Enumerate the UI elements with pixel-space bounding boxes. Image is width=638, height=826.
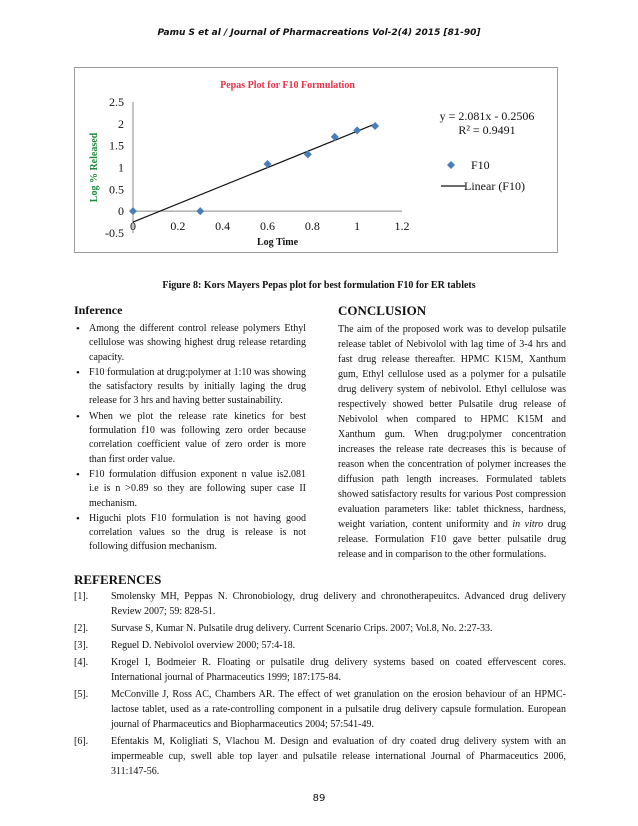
data-point [304, 150, 312, 158]
x-tick-label: 1.2 [394, 219, 410, 233]
reference-text: Reguel D. Nebivolol overview 2000; 57:4-18. [111, 640, 296, 651]
inference-section [74, 303, 306, 556]
list-item: • When we plot the release rate kinetics for best formulation f10 was following zero order because correlation coefficient value of zero order is more than first order value. [74, 410, 306, 467]
conclusion-title: CONCLUSION [338, 303, 427, 318]
reference-item [74, 655, 566, 685]
reference-number: [1]. [74, 591, 89, 602]
list-item: • Higuchi plots F10 formulation is not having good correlation values so the drug is release is not following diffusion mechanism. [74, 512, 306, 555]
pepas-chart [74, 67, 558, 253]
x-tick-label: 1 [354, 219, 361, 233]
legend-label: Linear (F10) [464, 179, 525, 193]
reference-text: McConville J, Ross AC, Chambers AR. The effect of wet granulation on the erosion behaviour of an HPMC-lactose tablet, used as a rate-controlling component in a pulsatile drug delivery capsule formulation. European journal of Pharmaceutics and Biopharmaceutics 2004; 57:541-49. [111, 689, 566, 730]
list-item: • Among the different control release polymers Ethyl cellulose was showing highest drug release retarding capacity. [74, 322, 306, 365]
conclusion-text [338, 322, 566, 562]
reference-item [74, 687, 566, 732]
inference-title: Inference [74, 303, 123, 317]
x-tick-label: 0.6 [260, 219, 275, 233]
data-point [353, 126, 361, 134]
running-header: Pamu S et al / Journal of Pharmacreations Vol-2(4) 2015 [81-90] [157, 28, 481, 38]
y-tick-label: -0.5 [105, 226, 124, 240]
reference-item [74, 621, 566, 636]
reference-number: [2]. [74, 623, 89, 634]
page-number: 89 [312, 793, 326, 804]
y-tick-label: 2.5 [109, 95, 124, 109]
data-point [129, 207, 137, 215]
legend-marker [447, 161, 455, 169]
reference-item [74, 638, 566, 653]
reference-number: [3]. [74, 640, 89, 651]
conclusion-section [338, 303, 566, 562]
y-tick-label: 1.5 [109, 138, 124, 153]
x-tick-label: 0.2 [170, 219, 186, 233]
references-list [74, 589, 566, 781]
data-point [371, 122, 379, 130]
trend-line [133, 124, 375, 222]
reference-text: Krogel I, Bodmeier R. Floating or pulsatile drug delivery systems based on coated effervescent cores. International journal of Pharmaceutics 1999; 187:175-84. [111, 657, 566, 683]
trend-equation: y = 2.081x - 0.2506 [439, 109, 535, 123]
y-axis-label: Log % Released [89, 132, 100, 203]
reference-item [74, 734, 566, 779]
y-tick-label: 2 [118, 116, 124, 131]
reference-text: Efentakis M, Koligliati S, Vlachou M. Design and evaluation of dry coated drug delivery system with an impermeable cup, swell able top layer and pulsatile release international Journal of Pharmaceutics 2006, 311:147-56. [111, 736, 566, 777]
y-tick-label: 0 [118, 204, 124, 219]
chart-svg [75, 68, 557, 252]
reference-text: Survase S, Kumar N. Pulsatile drug delivery. Current Scenario Crips. 2007; Vol.8, No. 2:27-33. [111, 623, 493, 634]
y-tick-label: 0.5 [109, 182, 124, 197]
y-tick-label: 1 [118, 160, 124, 175]
reference-number: [4]. [74, 657, 89, 668]
reference-number: [6]. [74, 736, 89, 747]
figure-caption: Figure 8: Kors Mayers Pepas plot for best formulation F10 for ER tablets [162, 280, 476, 291]
reference-number: [5]. [74, 689, 89, 700]
reference-text: Smolensky MH, Peppas N. Chronobiology, drug delivery and chronotherapeuitcs. Advanced drug delivery Review 2007; 59: 828-51. [111, 591, 566, 617]
chart-title: Pepas Plot for F10 Formulation [220, 80, 355, 91]
x-tick-label: 0 [130, 219, 136, 233]
conclusion-text-part: drug release. Formulation F10 gave better pulsatile drug release and in comparison to the other formulations. [338, 519, 566, 560]
conclusion-italic: in vitro [512, 519, 544, 530]
reference-item [74, 589, 566, 619]
x-axis-label: Log Time [256, 237, 299, 248]
trend-r2: R² = 0.9491 [458, 123, 516, 137]
list-item: • F10 formulation at drug:polymer at 1:10 was showing the satisfactory results by initially laging the drug release for 3 hrs and having better sustainability. [74, 366, 306, 409]
references-title: REFERENCES [74, 572, 162, 587]
list-item: • F10 formulation diffusion exponent n value is2.081 i.e is n >0.89 so they are following super case II mechanism. [74, 468, 306, 511]
x-tick-label: 0.4 [215, 219, 231, 233]
x-tick-label: 0.8 [304, 219, 320, 233]
inference-list [74, 322, 306, 555]
data-point [196, 207, 204, 215]
legend-label: F10 [471, 158, 490, 172]
conclusion-text-part: The aim of the proposed work was to develop pulsatile release tablet of Nebivolol with lag time of 3-4 hrs and fast drug release thereafter. HPMC K15M, Xanthum gum, Ethyl cellulose used as a polymer for a pulsatile drug delivery system of nebivolol. Ethyl cellulose was respectively showed better Pulsatile drug release of Nebivolol when compared to HPMC K15M and Xanthum gum. When drug:polymer concentration increases the release rate decreases this is because of reason when the concentration of polymer increases the diffusion path length increases. Formulated tablets showed satisfactory results for various Post compression evaluation parameters like: tablet thickness, hardness, weight variation, content uniformity and [338, 324, 566, 530]
